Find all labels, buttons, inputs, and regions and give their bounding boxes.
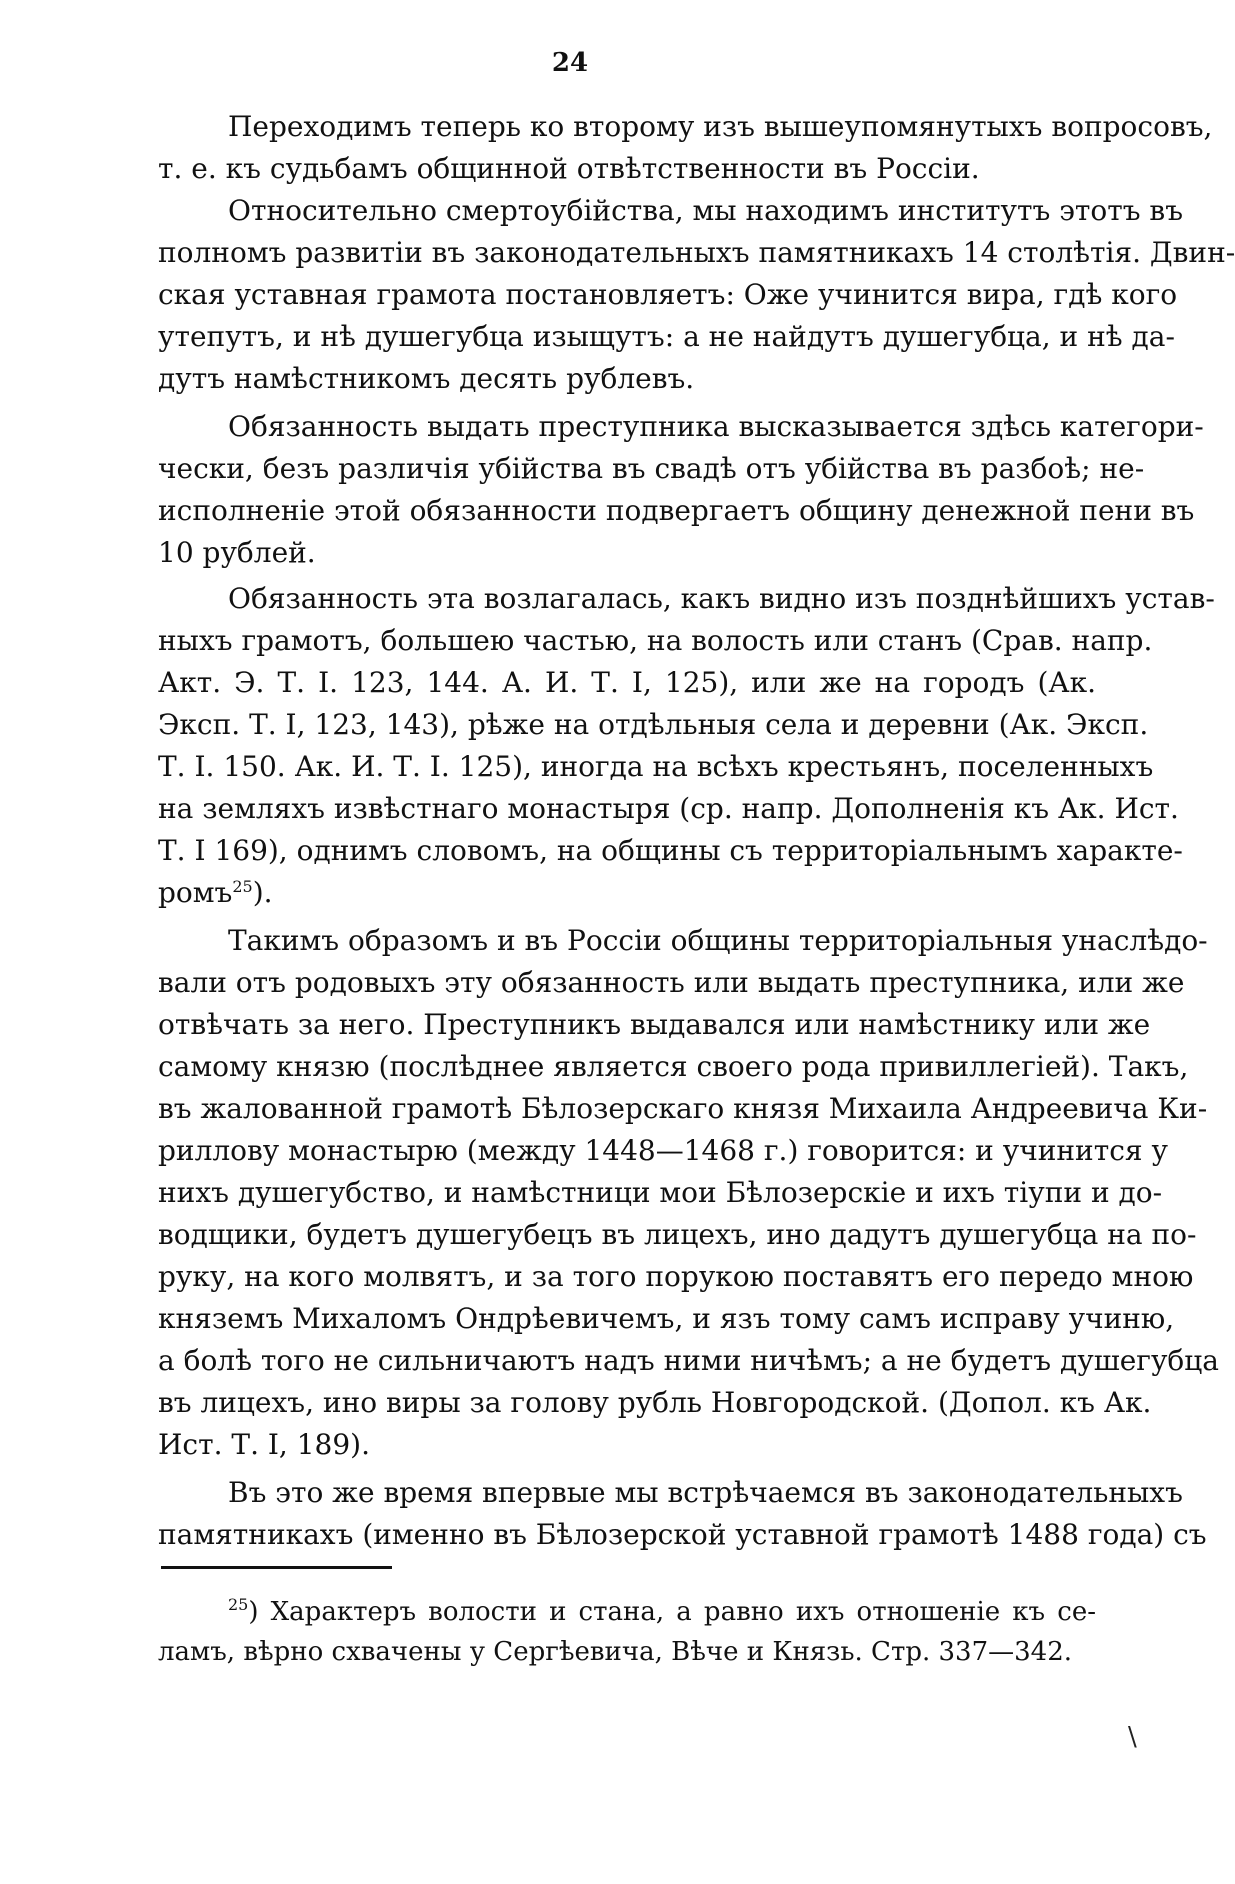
text-line: отвѣчать за него. Преступникъ выдавался или намѣстнику или же <box>158 1008 1151 1041</box>
text-line: вали отъ родовыхъ эту обязанность или выдать преступника, или же <box>158 966 1185 999</box>
text-line: 10 рублей. <box>158 536 316 569</box>
text-line: водщики, будетъ душегубецъ въ лицехъ, ино дадутъ душегубца на по- <box>158 1218 1197 1251</box>
text-line: на земляхъ извѣстнаго монастыря (ср. напр. Дополненія къ Ак. Ист. <box>158 792 1179 825</box>
text-line: Такимъ образомъ и въ Россіи общины территоріальныя унаслѣдо- <box>228 924 1208 957</box>
text-line: Ист. Т. I, 189). <box>158 1428 370 1461</box>
text-line: Переходимъ теперь ко второму изъ вышеупомянутыхъ вопросовъ, <box>228 110 1213 143</box>
footnote-ref: 25 <box>232 877 253 896</box>
text-line: нихъ душегубство, и намѣстници мои Бѣлозерскіе и ихъ тіупи и до- <box>158 1176 1163 1209</box>
text-line: памятникахъ (именно въ Бѣлозерской уставной грамотѣ 1488 года) съ <box>158 1518 1207 1551</box>
text-line: княземъ Михаломъ Ондрѣевичемъ, и язъ тому самъ исправу учиню, <box>158 1302 1175 1335</box>
text-line: дутъ намѣстникомъ десять рублевъ. <box>158 362 695 395</box>
text-line: утепутъ, и нѣ душегубца изыщутъ: а не найдутъ душегубца, и нѣ да- <box>158 320 1175 353</box>
text-line: Относительно смертоубійства, мы находимъ институтъ этотъ въ <box>228 194 1184 227</box>
text-line: въ лицехъ, ино виры за голову рубль Новгородской. (Допол. къ Ак. <box>158 1386 1152 1419</box>
text-fragment: ромъ <box>158 876 233 909</box>
footnote-line <box>228 1594 1096 1630</box>
footnote-text: ) Характеръ волости и стана, а равно ихъ отношеніе къ се- <box>248 1597 1096 1627</box>
text-line: Въ это же время впервые мы встрѣчаемся въ законодательныхъ <box>228 1476 1183 1509</box>
text-line: исполненіе этой обязанности подвергаетъ общину денежной пени въ <box>158 494 1195 527</box>
text-line: Т. I 169), однимъ словомъ, на общины съ территоріальнымъ характе- <box>158 834 1183 867</box>
text-line: риллову монастырю (между 1448—1468 г.) говорится: и учинится у <box>158 1134 1168 1167</box>
text-line: Обязанность выдать преступника высказывается здѣсь категори- <box>228 410 1204 443</box>
text-line: Акт. Э. Т. I. 123, 144. А. И. Т. I, 125), или же на городъ (Ак. <box>158 666 1096 699</box>
edge-mark: \ <box>1128 1722 1137 1752</box>
text-line: самому князю (послѣднее является своего рода привиллегіей). Такъ, <box>158 1050 1189 1083</box>
footnote-line: ламъ, вѣрно схвачены у Сергѣевича, Вѣче и Князь. Стр. 337—342. <box>158 1637 1073 1667</box>
text-line: ныхъ грамотъ, большею частью, на волость или станъ (Срав. напр. <box>158 624 1153 657</box>
text-line: а болѣ того не сильничаютъ надъ ними ничѣмъ; а не будетъ душегубца <box>158 1344 1219 1377</box>
text-line: чески, безъ различія убійства въ свадѣ отъ убійства въ разбоѣ; не- <box>158 452 1145 485</box>
page-number: 24 <box>551 48 589 78</box>
text-line: Эксп. Т. I, 123, 143), рѣже на отдѣльныя села и деревни (Ак. Эксп. <box>158 708 1149 741</box>
text-line <box>158 872 1096 914</box>
text-line: Обязанность эта возлагалась, какъ видно изъ позднѣйшихъ устав- <box>228 582 1215 615</box>
text-line: Т. I. 150. Ак. И. Т. I. 125), иногда на всѣхъ крестьянъ, поселенныхъ <box>158 750 1154 783</box>
text-line: руку, на кого молвятъ, и за того порукою поставятъ его передо мною <box>158 1260 1194 1293</box>
text-line: полномъ развитіи въ законодательныхъ памятникахъ 14 столѣтія. Двин- <box>158 236 1235 269</box>
footnote-divider <box>161 1566 392 1569</box>
text-line: т. е. къ судьбамъ общинной отвѣтственности въ Россіи. <box>158 152 980 185</box>
text-fragment: ). <box>252 876 273 909</box>
text-line: въ жалованной грамотѣ Бѣлозерскаго князя Михаила Андреевича Ки- <box>158 1092 1208 1125</box>
text-line: ская уставная грамота постановляетъ: Оже учинится вира, гдѣ кого <box>158 278 1178 311</box>
footnote-marker: 25 <box>228 1595 249 1614</box>
